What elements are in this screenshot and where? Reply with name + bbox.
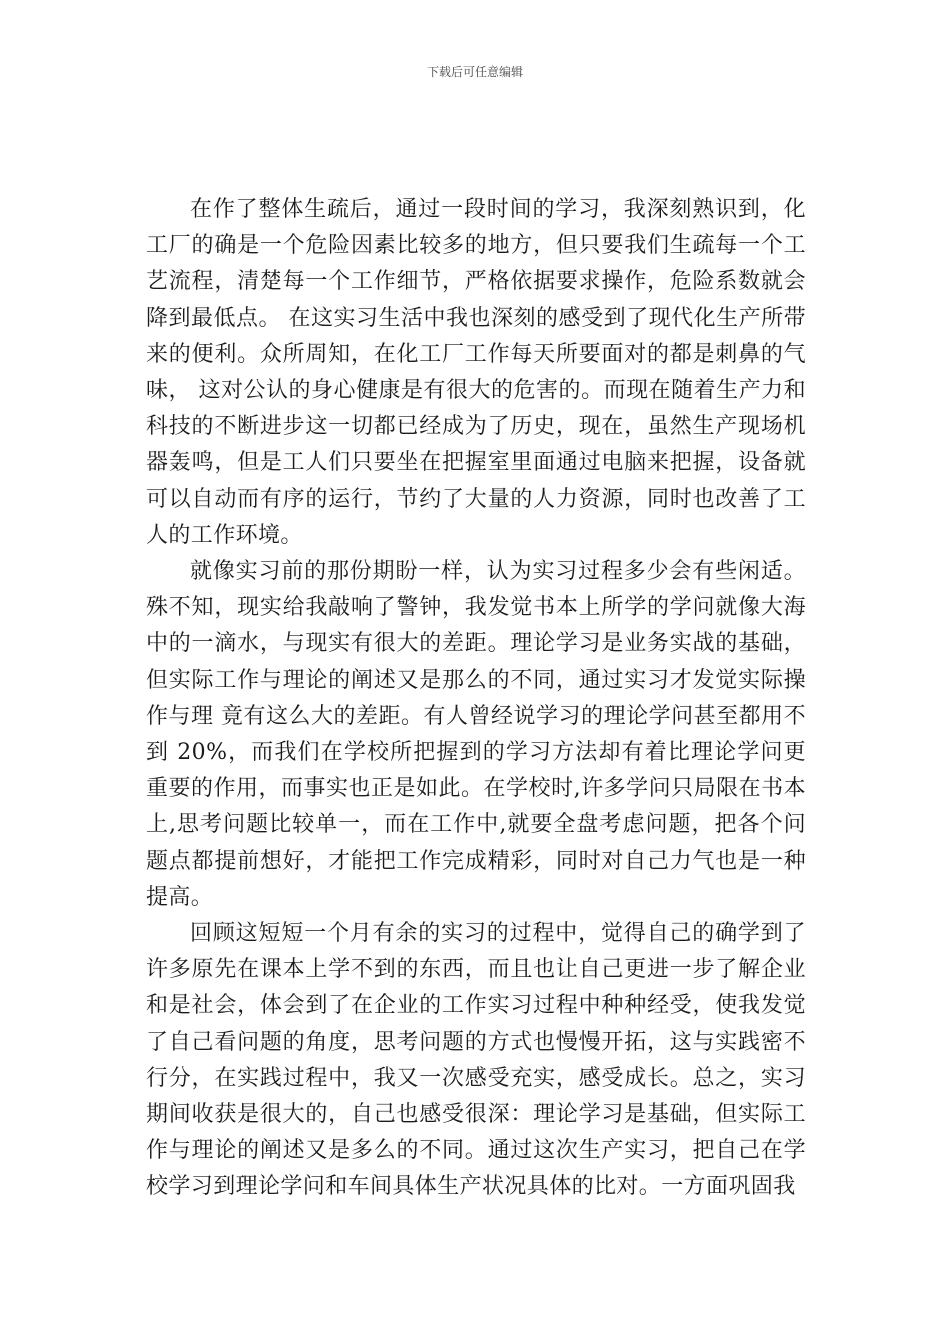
paragraph-1: 在作了整体生疏后，通过一段时间的学习，我深刻熟识到，化工厂的确是一个危险因素比较多的地方，但只要我们生疏每一个工艺流程，清楚每一个工作细节，严格依据要求操作，危险系数就会降到最低点。 在这实习生活中我也深刻的感受到了现代化生产所带来的便利。众所周知，在化工厂工作每天所要面对的都是刺鼻的气味， 这对公认的身心健康是有很大的危害的。而现在随着生产力和科技的不断进步这一切都已经成为了历史，现在，虽然生产现场机器轰鸣，但是工人们只要坐在把握室里面通过电脑来把握，设备就可以自动而有序的运行，节约了大量的人力资源，同时也改善了工人的工作环境。	[146, 197, 806, 548]
page-header: 下载后可任意编辑	[426, 65, 523, 79]
paragraph-3: 回顾这短短一个月有余的实习的过程中，觉得自己的确学到了许多原先在课本上学不到的东西，而且也让自己更进一步了解企业和是社会，体会到了在企业的工作实习过程中种种经受，使我发觉了自己看问题的角度，思考问题的方式也慢慢开拓，这与实践密不行分，在实践过程中，我又一次感受充实，感受成长。总之，实习期间收获是很大的，自己也感受很深：理论学习是基础，但实际工作与理论的阐述又是多么的不同。通过这次生产实习，把自己在学校学习到理论学问和车间具体生产状况具体的比对。一方面巩固我	[146, 921, 806, 1200]
paragraph-2: 就像实习前的那份期盼一样，认为实习过程多少会有些闲适。殊不知，现实给我敲响了警钟，我发觉书本上所学的学问就像大海中的一滴水，与现实有很大的差距。理论学习是业务实战的基础，但实际工作与理论的阐述又是那么的不同，通过实习才发觉实际操作与理 竟有这么大的差距。有人曾经说学习的理论学问甚至都用不到 20%，而我们在学校所把握到的学习方法却有着比理论学问更重要的作用，而事实也正是如此。在学校时,许多学问只局限在书本上,思考问题比较单一，而在工作中,就要全盘考虑问题，把各个问题点都提前想好，才能把工作完成精彩，同时对自己力气也是一种提高。	[146, 559, 806, 910]
document-body	[146, 192, 806, 1206]
